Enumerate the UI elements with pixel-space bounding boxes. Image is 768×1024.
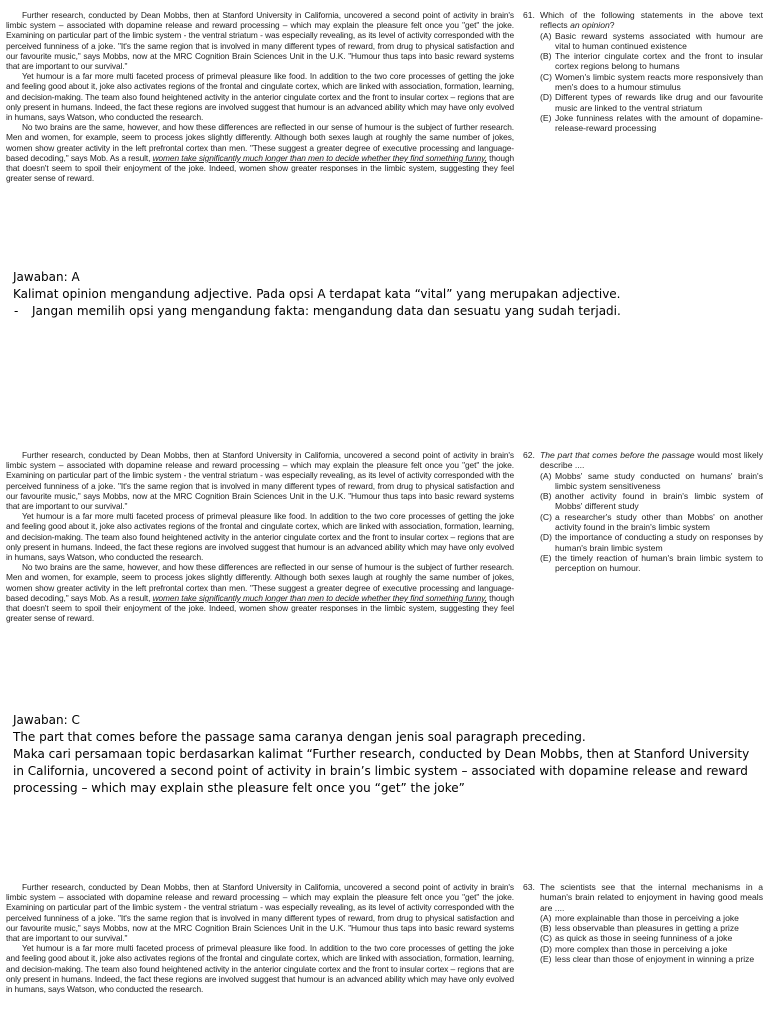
question-number: 61. — [523, 10, 535, 20]
option-b[interactable]: (B) less observable than pleasures in getting a prize — [540, 923, 739, 934]
answer-tip: - Jangan memilih opsi yang mengandung fakta: mengandung data dan sesuatu yang sudah terjadi. — [14, 304, 621, 318]
question-stem: The part that comes before the passage would most likely describe .... — [540, 450, 763, 471]
answer-key: Jawaban: A — [13, 270, 80, 284]
option-d[interactable]: (D) Different types of rewards like drug and our favourite music are linked to the ventral striatum — [540, 92, 763, 113]
question-stem: Which of the following statements in the above text reflects an opinion? — [540, 10, 763, 31]
question-block-62 — [0, 440, 768, 795]
question-stem: The scientists see that the internal mechanisms in a human's brain related to enjoyment in having good meals are .... — [540, 882, 763, 913]
answer-detail: Maka cari persamaan topic berdasarkan kalimat “Further research, conducted by Dean Mobbs, then at Stanford University in California, uncovered a second point of activity in brain’s limbic system – associated with dopamine release and reward processing – which may explain sthe pleasure felt once you “get” the joke” — [13, 747, 750, 795]
option-a[interactable]: (A) more explainable than those in perceiving a joke — [540, 912, 739, 923]
passage-paragraph-2: Yet humour is a far more multi faceted process of primeval pleasure like food. In addition to the two core processes of getting the joke and feeling good about it, joke also activates regions of the frontal and cingulate cortex, which are linked with association, formation, learning, and decision-making. The team also found heightened activity in the anterior cingulate cortex and the front to insular cortex – regions that are only present in humans. Indeed, the fact these regions are involved suggest that humour is an advanced ability which may have only evolved in humans, says Watson, who conducted the research. — [6, 943, 514, 995]
option-c[interactable]: (C) a researcher's study other than Mobbs' on another activity found in the brain's limbic system — [540, 511, 763, 533]
answer-key: Jawaban: C — [13, 713, 80, 727]
passage-paragraph-3: No two brains are the same, however, and how these differences are reflected in our sense of humour is the subject of further research. Men and women, for example, seem to process jokes slightly differently. Although both sexes laugh at roughly the same number of jokes, women show greater activity in the left prefrontal cortex than men. "These suggest a greater degree of executive processing and language-based decoding," says Mob. As a result, women take significantly much longer than men to decide whether they find something funny, though that doesn't seem to spoil their enjoyment of the joke. Indeed, women show greater responses in the limbic system, suggesting they feel greater sense of reward. — [6, 122, 515, 184]
question-number: 63. — [523, 882, 535, 892]
reading-passage — [6, 882, 514, 994]
option-c[interactable]: (C) Women's limbic system reacts more responsively than men's does to a humour stimulus — [540, 71, 763, 93]
reading-passage — [6, 450, 514, 623]
passage-paragraph-1: Further research, conducted by Dean Mobbs, then at Stanford University in California, uncovered a second point of activity in brain's limbic system – associated with dopamine release and reward processing – which may explain the pleasure felt once you "get" the joke. Examining on particular part of the limbic system - the ventral striatum - was especially revealing, as its level of activity corresponded with the perceived funniness of a joke. "It's the same region that is involved in many different types of reward, from drug to physical satisfaction and our favourite music," says Mobbs, now at the MRC Cognition Brain Sciences Unit in the U.K. "Humour thus taps into basic reward systems that are important to our survival." — [6, 882, 514, 944]
option-c[interactable]: (C) as quick as those in seeing funniness of a joke — [540, 933, 733, 944]
answer-options — [540, 471, 763, 574]
answer-reason: Kalimat opinion mengandung adjective. Pada opsi A terdapat kata “vital” yang merupakan adjective. — [13, 287, 621, 301]
passage-paragraph-2: Yet humour is a far more multi faceted process of primeval pleasure like food. In addition to the two core processes of getting the joke and feeling good about it, joke also activates regions of the frontal and cingulate cortex, which are linked with association, formation, learning, and decision-making. The team also found heightened activity in the anterior cingulate cortex and the front to insular cortex – regions that are only present in humans. Indeed, the fact these regions are involved suggest that humour is an advanced ability which may have only evolved in humans, says Watson, who conducted the research. — [6, 511, 514, 563]
option-e[interactable]: (E) Joke funniness relates with the amount of dopamine-release-reward processing — [540, 112, 763, 134]
question-61 — [523, 10, 763, 134]
reading-passage — [6, 10, 514, 183]
option-e[interactable]: (E) less clear than those of enjoyment in winning a prize — [540, 954, 755, 965]
answer-options — [540, 31, 763, 134]
question-62 — [523, 450, 763, 574]
passage-paragraph-2: Yet humour is a far more multi faceted process of primeval pleasure like food. In addition to the two core processes of getting the joke and feeling good about it, joke also activates regions of the frontal and cingulate cortex, which are linked with association, formation, learning, and decision-making. The team also found heightened activity in the anterior cingulate cortex and the front to insular cortex – regions that are only present in humans. Indeed, the fact these regions are involved suggest that humour is an advanced ability which may have only evolved in humans, says Watson, who conducted the research. — [6, 71, 514, 123]
answer-explanation-62 — [13, 712, 763, 797]
option-d[interactable]: (D) the importance of conducting a study on responses by human's brain limbic system — [540, 532, 763, 553]
passage-paragraph-3: No two brains are the same, however, and how these differences are reflected in our sense of humour is the subject of further research. Men and women, for example, seem to process jokes slightly differently. Although both sexes laugh at roughly the same number of jokes, women show greater activity in the left prefrontal cortex than men. "These suggest a greater degree of executive processing and language-based decoding," says Mob. As a result, women take significantly much longer than men to decide whether they find something funny, though that doesn't seem to spoil their enjoyment of the joke. Indeed, women show greater responses in the limbic system, suggesting they feel greater sense of reward. — [6, 562, 515, 624]
option-a[interactable]: (A) Basic reward systems associated with humour are vital to human continued existence — [540, 30, 763, 51]
passage-paragraph-1: Further research, conducted by Dean Mobbs, then at Stanford University in California, uncovered a second point of activity in brain's limbic system – associated with dopamine release and reward processing – which may explain the pleasure felt once you "get" the joke. Examining on particular part of the limbic system - the ventral striatum - was especially revealing, as its level of activity corresponded with the perceived funniness of a joke. "It's the same region that is involved in many different types of reward, from drug to physical satisfaction and our favourite music," says Mobbs, now at the MRC Cognition Brain Sciences Unit in the U.K. "Humour thus taps into basic reward systems that are important to our survival." — [6, 10, 514, 72]
question-block-61 — [0, 0, 768, 330]
question-63 — [523, 882, 763, 964]
option-b[interactable]: (B) another activity found in brain's limbic system of Mobbs' different study — [540, 491, 763, 512]
answer-options — [540, 913, 763, 964]
question-number: 62. — [523, 450, 535, 460]
answer-explanation-61 — [13, 269, 763, 320]
underlined-sentence: women take significantly much longer than men to decide whether they find something funny, — [152, 152, 487, 163]
option-d[interactable]: (D) more complex than those in perceiving a joke — [540, 943, 728, 954]
option-b[interactable]: (B) The interior cingulate cortex and the front to insular cortex regions belong to humans — [540, 51, 763, 72]
option-e[interactable]: (E) the timely reaction of human's brain limbic system to perception on humour. — [540, 552, 763, 574]
passage-paragraph-1: Further research, conducted by Dean Mobbs, then at Stanford University in California, uncovered a second point of activity in brain's limbic system – associated with dopamine release and reward processing – which may explain the pleasure felt once you "get" the joke. Examining on particular part of the limbic system - the ventral striatum - was especially revealing, as its level of activity corresponded with the perceived funniness of a joke. "It's the same region that is involved in many different types of reward, from drug to physical satisfaction and our favourite music," says Mobbs, now at the MRC Cognition Brain Sciences Unit in the U.K. "Humour thus taps into basic reward systems that are important to our survival." — [6, 450, 514, 512]
underlined-sentence: women take significantly much longer than men to decide whether they find something funny, — [152, 592, 487, 603]
option-a[interactable]: (A) Mobbs' same study conducted on humans' brain's limbic system sensitiveness — [540, 470, 763, 491]
answer-reason: The part that comes before the passage sama caranya dengan jenis soal paragraph preceding. — [13, 730, 586, 744]
question-block-63 — [0, 872, 768, 1024]
